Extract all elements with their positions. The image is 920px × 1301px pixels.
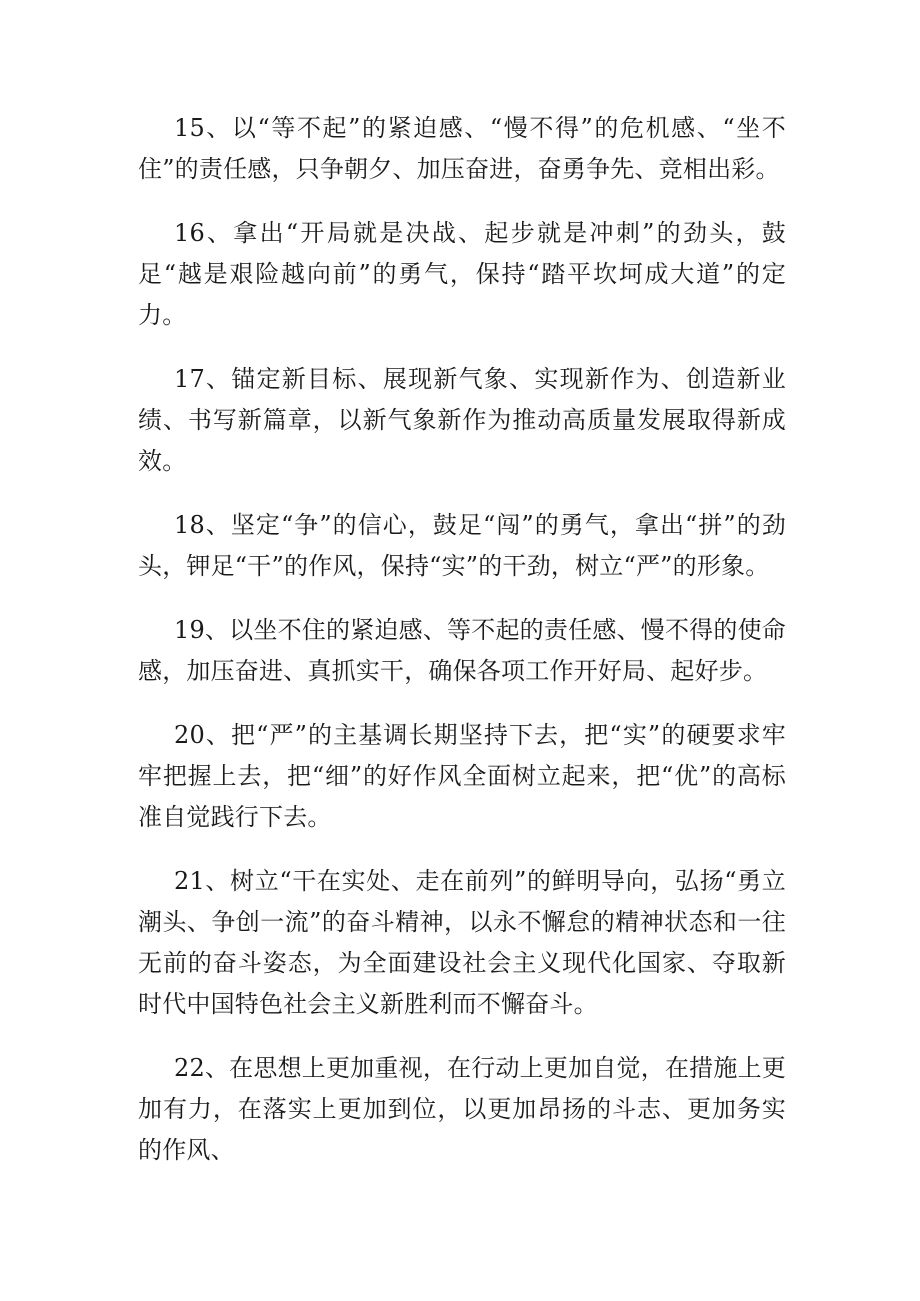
paragraph-21: 21、树立“干在实处、走在前列”的鲜明导向，弘扬“勇立潮头、争创一流”的奋斗精神，以永不懈怠的精神状态和一往无前的奋斗姿态，为全面建设社会主义现代化国家、夺取新时代中国特色社会主义新胜利而不懈奋斗。 xyxy=(138,867,786,1018)
paragraph-20: 20、把“严”的主基调长期坚持下去，把“实”的硬要求牢牢把握上去，把“细”的好作风全面树立起来，把“优”的高标准自觉践行下去。 xyxy=(138,721,786,831)
paragraph-19: 19、以坐不住的紧迫感、等不起的责任感、慢不得的使命感，加压奋进、真抓实干，确保各项工作开好局、起好步。 xyxy=(138,616,786,685)
paragraph-17: 17、锚定新目标、展现新气象、实现新作为、创造新业绩、书写新篇章，以新气象新作为推动高质量发展取得新成效。 xyxy=(138,365,786,475)
paragraph-18: 18、坚定“争”的信心，鼓足“闯”的勇气，拿出“拼”的劲头，钾足“干”的作风，保持“实”的干劲，树立“严”的形象。 xyxy=(138,511,786,580)
paragraph-22: 22、在思想上更加重视，在行动上更加自觉，在措施上更加有力，在落实上更加到位，以更加昂扬的斗志、更加务实的作风、 xyxy=(138,1054,786,1164)
paragraph-15: 15、以“等不起”的紧迫感、“慢不得”的危机感、“坐不住”的责任感，只争朝夕、加压奋进，奋勇争先、竞相出彩。 xyxy=(138,114,786,183)
document-body xyxy=(138,108,786,1194)
paragraph-16: 16、拿出“开局就是决战、起步就是冲刺”的劲头，鼓足“越是艰险越向前”的勇气，保持“踏平坎坷成大道”的定力。 xyxy=(138,219,786,329)
